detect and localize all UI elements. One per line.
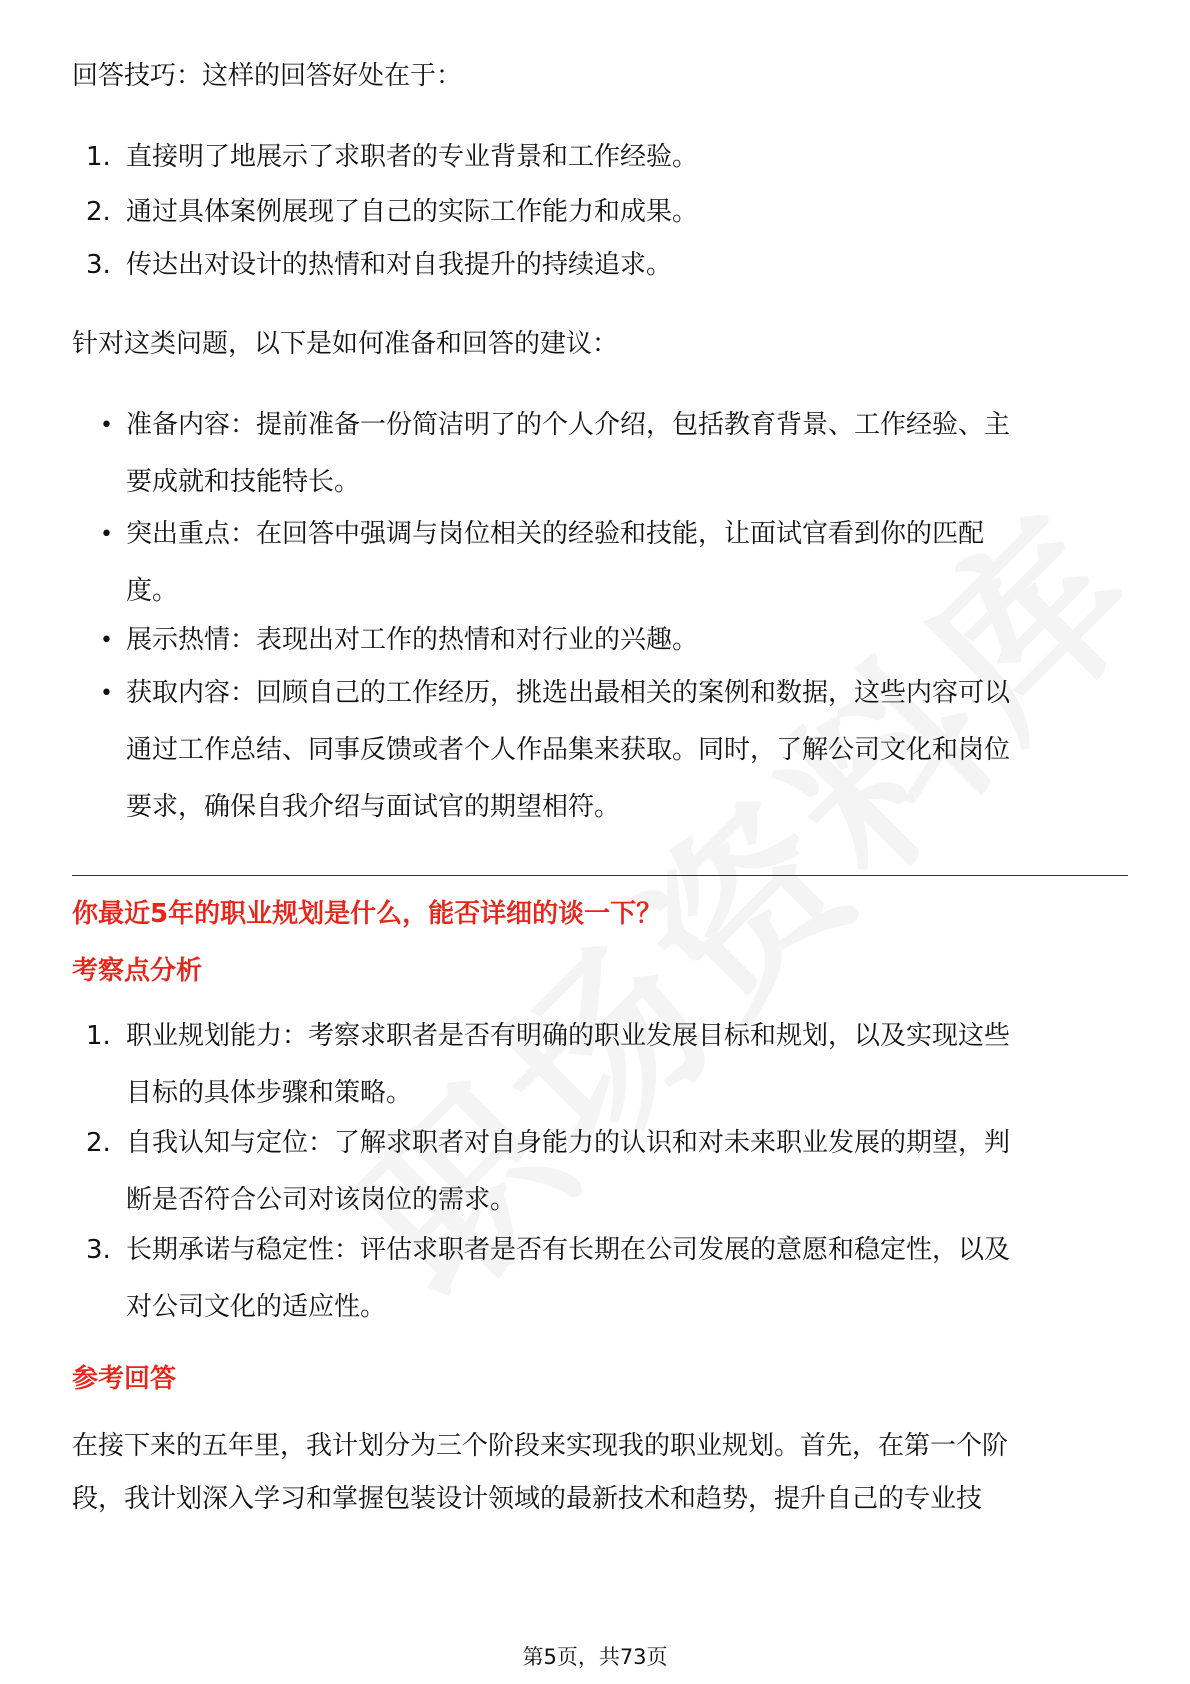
- section-divider: [72, 875, 1128, 876]
- list-item: [72, 665, 1128, 836]
- list-item: [72, 1222, 1128, 1336]
- intro-tip: 回答技巧：这样的回答好处在于：: [72, 61, 463, 91]
- list-text: 传达出对设计的热情和对自我提升的持续追求。: [126, 250, 673, 280]
- question-title: 你最近5年的职业规划是什么，能否详细的谈一下？: [72, 899, 663, 929]
- page-footer: 第5页，共73页: [522, 1645, 668, 1669]
- list-marker: 2.: [86, 1128, 111, 1158]
- list-text-line: 长期承诺与稳定性：评估求职者是否有长期在公司发展的意愿和稳定性，以及: [126, 1235, 1011, 1265]
- list-text-line: 度。: [126, 576, 179, 606]
- list-text-line: 职业规划能力：考察求职者是否有明确的职业发展目标和规划，以及实现这些: [126, 1021, 1011, 1051]
- list-text: 直接明了地展示了求职者的专业背景和工作经验。: [126, 142, 699, 172]
- advice-intro: 针对这类问题，以下是如何准备和回答的建议：: [72, 329, 619, 359]
- list-text: 通过具体案例展现了自己的实际工作能力和成果。: [126, 197, 699, 227]
- list-text-line: 自我认知与定位：了解求职者对自身能力的认识和对未来职业发展的期望，判: [126, 1128, 1011, 1158]
- reference-answer-line: 在接下来的五年里，我计划分为三个阶段来实现我的职业规划。首先，在第一个阶: [72, 1431, 1009, 1461]
- list-text-line: 对公司文化的适应性。: [126, 1292, 387, 1322]
- bullet-icon: •: [100, 413, 113, 438]
- reference-heading: 参考回答: [72, 1364, 177, 1394]
- list-text-line: 突出重点：在回答中强调与岗位相关的经验和技能，让面试官看到你的匹配: [126, 519, 985, 549]
- list-text-line: 获取内容：回顾自己的工作经历，挑选出最相关的案例和数据，这些内容可以: [126, 678, 1011, 708]
- list-text-line: 断是否符合公司对该岗位的需求。: [126, 1185, 517, 1215]
- bullet-icon: •: [100, 628, 113, 653]
- list-marker: 1.: [86, 142, 111, 172]
- list-item: [72, 1008, 1128, 1122]
- list-text-line: 要求，确保自我介绍与面试官的期望相符。: [126, 792, 621, 822]
- list-text-line: 展示热情：表现出对工作的热情和对行业的兴趣。: [126, 625, 699, 655]
- list-text-line: 准备内容：提前准备一份简洁明了的个人介绍，包括教育背景、工作经验、主: [126, 410, 1011, 440]
- list-item: [72, 184, 1128, 241]
- list-text-line: 要成就和技能特长。: [126, 467, 361, 497]
- list-item: [72, 506, 1128, 620]
- list-marker: 1.: [86, 1021, 111, 1051]
- list-item: [72, 237, 1128, 294]
- list-item: [72, 397, 1128, 511]
- list-item: [72, 129, 1128, 186]
- list-item: [72, 1115, 1128, 1229]
- bullet-icon: •: [100, 681, 113, 706]
- list-marker: 3.: [86, 250, 111, 280]
- analysis-heading: 考察点分析: [72, 956, 203, 986]
- list-marker: 2.: [86, 197, 111, 227]
- list-text-line: 目标的具体步骤和策略。: [126, 1078, 413, 1108]
- list-marker: 3.: [86, 1235, 111, 1265]
- reference-answer-line: 段，我计划深入学习和掌握包装设计领域的最新技术和趋势，提升自己的专业技: [72, 1484, 983, 1514]
- list-text-line: 通过工作总结、同事反馈或者个人作品集来获取。同时，了解公司文化和岗位: [126, 735, 1011, 765]
- bullet-icon: •: [100, 522, 113, 547]
- list-item: [72, 612, 1128, 669]
